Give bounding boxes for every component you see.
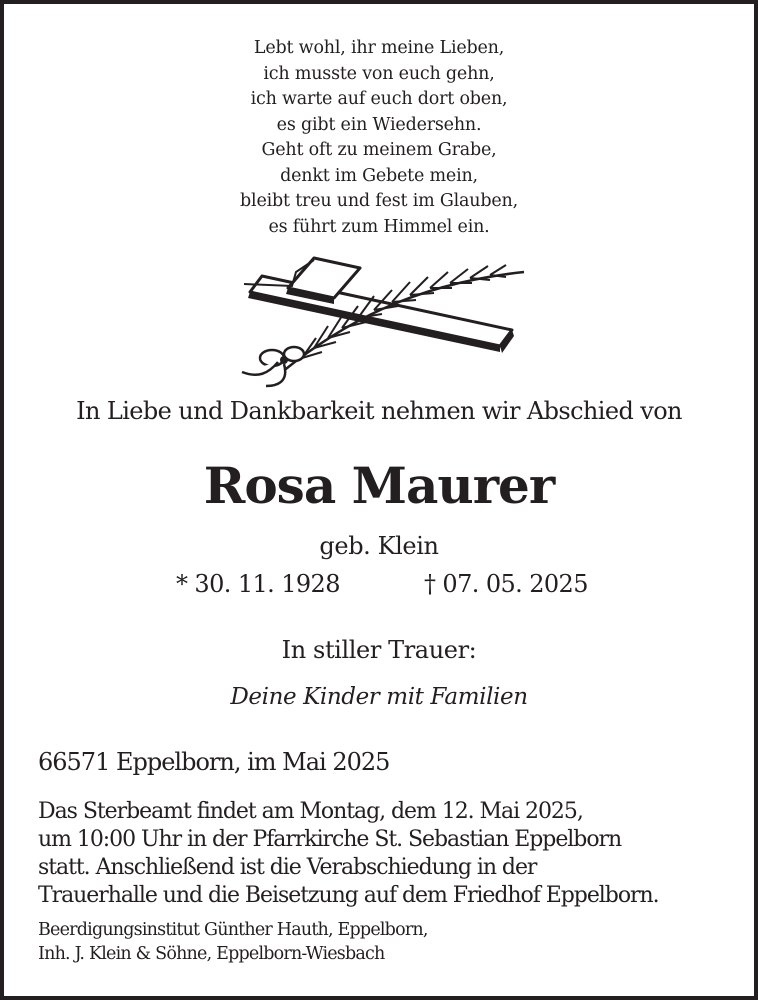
notice-line: um 10:00 Uhr in der Pfarrkirche St. Sebastian Eppelborn — [38, 827, 622, 852]
poem-line: denkt im Gebete mein, — [280, 165, 478, 186]
cross-with-palm-branch-icon — [232, 254, 532, 394]
birth-name: geb. Klein — [319, 532, 439, 560]
farewell-intro: In Liebe und Dankbarkeit nehmen wir Abschied von — [76, 397, 682, 425]
poem-line: ich musste von euch gehn, — [263, 63, 495, 84]
poem-line: es gibt ein Wiedersehn. — [276, 114, 482, 135]
notice-line: Das Sterbeamt findet am Montag, dem 12. Mai 2025, — [38, 799, 583, 824]
mourners-family: Deine Kinder mit Familien — [230, 684, 528, 710]
poem-line: Geht oft zu meinem Grabe, — [261, 140, 497, 160]
notice-line: Trauerhalle und die Beisetzung auf dem Friedhof Eppelborn. — [38, 883, 659, 908]
poem — [4, 36, 754, 240]
funeral-notice — [38, 798, 659, 910]
poem-line: es führt zum Himmel ein. — [268, 216, 490, 237]
place-and-date: 66571 Eppelborn, im Mai 2025 — [38, 748, 390, 776]
deceased-name: Rosa Maurer — [203, 456, 555, 515]
undertaker-line: Inh. J. Klein & Söhne, Eppelborn-Wiesbach — [38, 944, 385, 964]
poem-line: Lebt wohl, ihr meine Lieben, — [253, 38, 505, 58]
undertaker-info — [38, 918, 428, 966]
poem-line: bleibt treu und fest im Glauben, — [240, 191, 518, 211]
undertaker-line: Beerdigungsinstitut Günther Hauth, Eppelborn, — [38, 920, 428, 940]
death-date: † 07. 05. 2025 — [424, 570, 588, 598]
birth-date: * 30. 11. 1928 — [176, 570, 340, 598]
notice-line: statt. Anschließend ist die Verabschiedung in der — [38, 855, 537, 880]
poem-line: ich warte auf euch dort oben, — [250, 89, 508, 109]
mourning-heading: In stiller Trauer: — [281, 636, 477, 664]
